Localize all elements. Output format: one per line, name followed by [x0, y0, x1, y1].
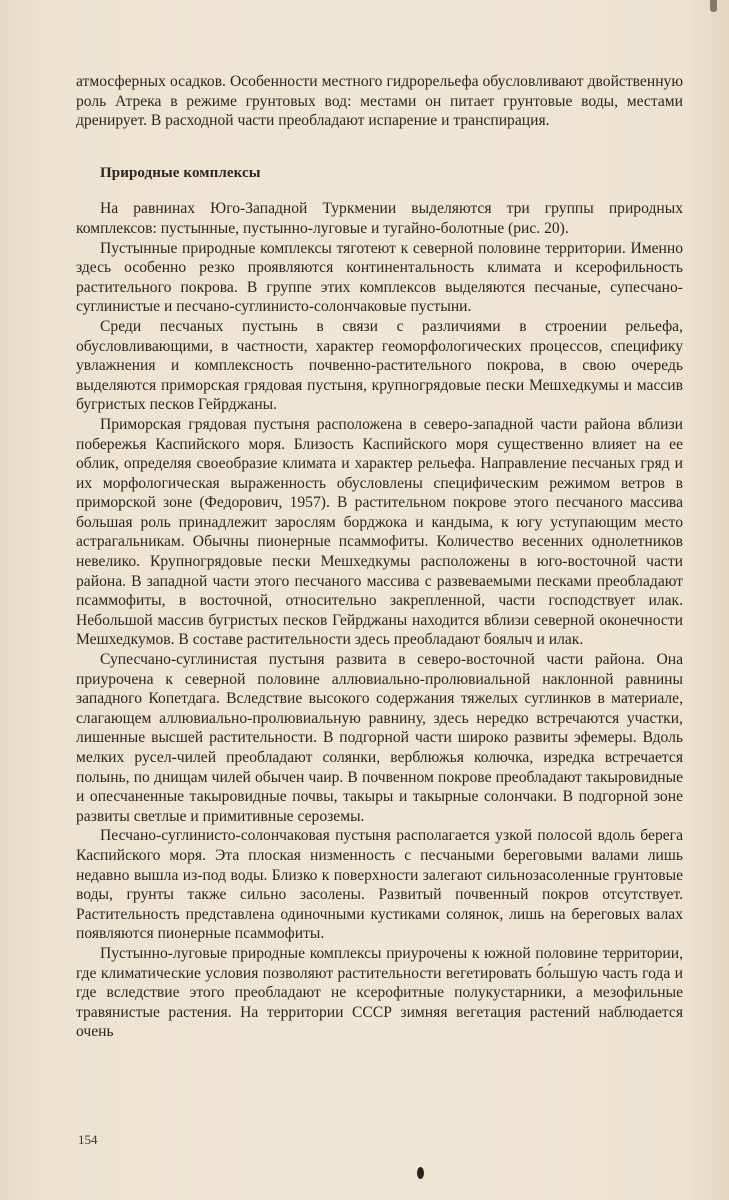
body-text [76, 72, 683, 1042]
section-heading: Природные комплексы [100, 164, 261, 181]
paragraph-coastal-ridge-desert: Приморская грядовая пустыня расположена в северо-западной части района вблизи побережья Каспийского моря. Близость Каспийского моря существенно влияет на ее облик, определяя своеобразие климата и характер рельефа. Направление песчаных гряд и их морфологическая выраженность обусловлены специфическим режимом ветров в приморской зоне (Федорович, 1957). В растительном покрове этого песчаного массива большая роль принадлежит зарослям борджока и кандыма, к югу уступающим место астрагальникам. Обычны пионерные псаммофиты. Количество весенних однолетников невелико. Крупногрядовые пески Мешхедкумы расположены в юго-восточной части района. В западной части этого песчаного массива с развеваемыми песками преобладают псаммофиты, в восточной, относительно закрепленной, части господствует илак. Небольшой массив бугристых песков Гейрджаны находится вблизи северной оконечности Мешхедкумов. В составе растительности здесь преобладают боялыч и илак. [76, 415, 683, 649]
paragraph-desert-complexes: Пустынные природные комплексы тяготеют к северной половине территории. Именно здесь особенно резко проявляются континентальность климата и ксерофильность растительного покрова. В группе этих комплексов выделяются песчаные, супесчано-суглинистые и песчано-суглинисто-солончаковые пустыни. [76, 239, 683, 316]
paragraph-sandy-loam-desert: Супесчано-суглинистая пустыня развита в северо-восточной части района. Она приурочена к северной половине аллювиально-пролювиальной наклонной равнины западного Копетдага. Вследствие высокого содержания тяжелых суглинков в материале, слагающем аллювиально-пролювиальную равнину, здесь нередко встречаются участки, лишенные высшей растительности. В подгорной части широко развиты эфемеры. Вдоль мелких русел-чилей преобладают солянки, верблюжья колючка, изредка встречается полынь, по днищам чилей обычен чаир. В почвенном покрове преобладают такыровидные и опесчаненные такыровидные почвы, такыры и такырные солончаки. В подгорной зоне развиты светлые и примитивные сероземы. [76, 651, 683, 825]
opening-paragraph: атмосферных осадков. Особенности местного гидрорельефа обусловливают двойственную роль Атрека в режиме грунтовых вод: местами он питает грунтовые воды, местами дренирует. В расходной части преобладают испарение и транспирация. [76, 73, 683, 130]
paragraph-intro: На равнинах Юго-Западной Туркмении выделяются три группы природных комплексов: пустынные, пустынно-луговые и тугайно-болотные (рис. 20). [76, 200, 683, 237]
paragraph-desert-meadow: Пустынно-луговые природные комплексы приурочены к южной половине территории, где климатические условия позволяют растительности вегетировать бо́льшую часть года и где вследствие этого преобладают не ксерофитные полукустарники, а мезофильные травянистые растения. На территории СССР зимняя вегетация растений наблюдается очень [76, 944, 683, 1041]
paragraph-sandy-deserts: Среди песчаных пустынь в связи с различиями в строении рельефа, обусловливающими, в частности, характер геоморфологических процессов, специфику увлажнения и комплексность почвенно-растительного покрова, в свою очередь выделяются приморская грядовая пустыня, крупногрядовые пески Мешхедкумы и массив бугристых песков Гейрджаны. [76, 317, 683, 414]
page-number: 154 [78, 1132, 98, 1147]
paragraph-salt-desert: Песчано-суглинисто-солончаковая пустыня располагается узкой полосой вдоль берега Каспийского моря. Эта плоская низменность с песчаными береговыми валами лишь недавно вышла из-под воды. Близко к поверхности залегают сильнозасоленные грунтовые воды, грунты также сильно засолены. Развитый почвенный покров отсутствует. Растительность представлена одиночными кустиками солянок, лишь на береговых валах появляются пионерные псаммофиты. [76, 827, 683, 943]
bottom-ink-dot [417, 1167, 424, 1179]
page-corner-mark [710, 0, 717, 12]
